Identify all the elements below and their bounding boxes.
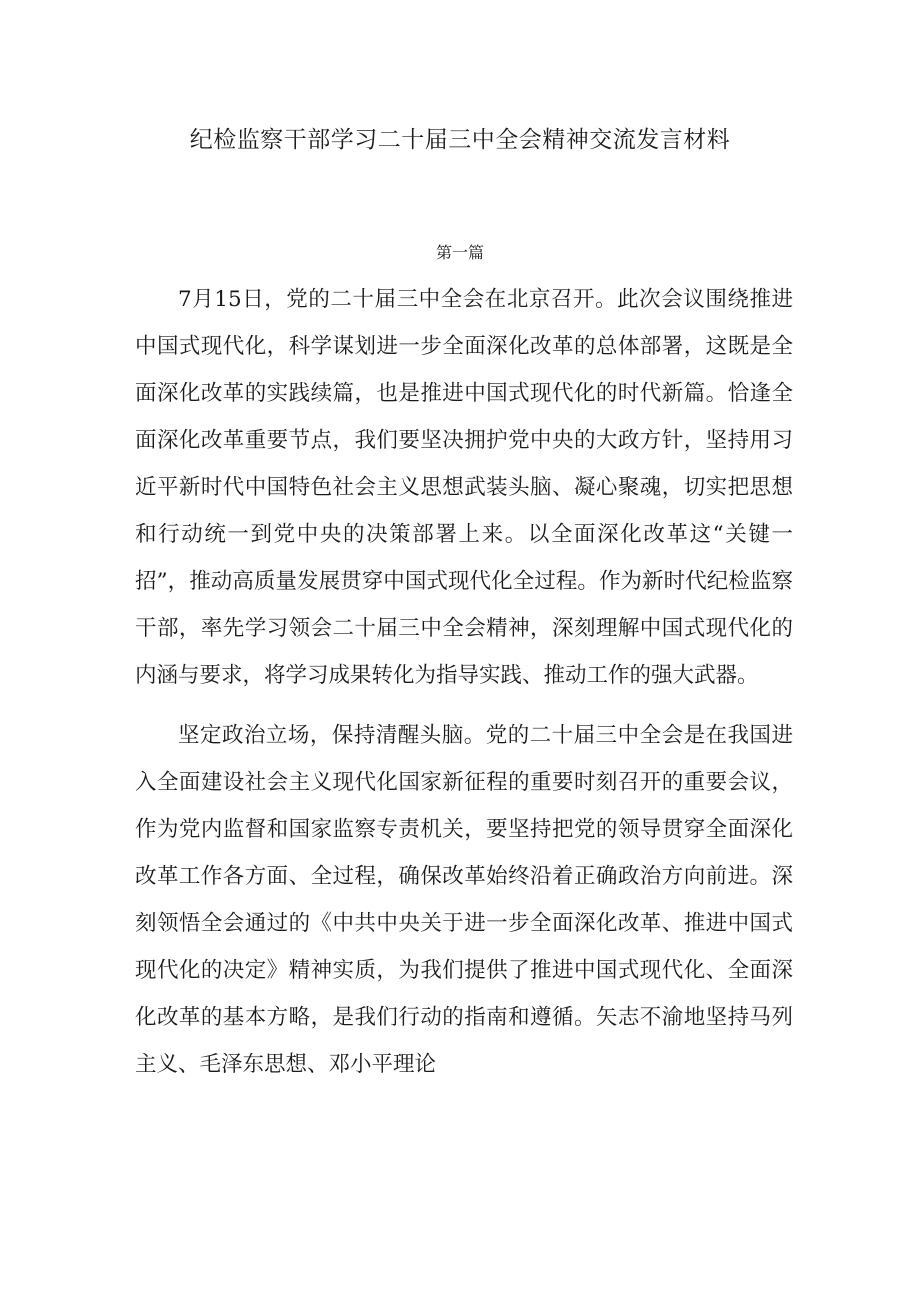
paragraph-2: 坚定政治立场，保持清醒头脑。党的二十届三中全会是在我国进入全面建设社会主义现代化国家新征程的重要时刻召开的重要会议，作为党内监督和国家监察专责机关，要坚持把党的领导贯穿全面深化改革工作各方面、全过程，确保改革始终沿着正确政治方向前进。深刻领悟全会通过的《中共中央关于进一步全面深化改革、推进中国式现代化的决定》精神实质，为我们提供了推进中国式现代化、全面深化改革的基本方略，是我们行动的指南和遵循。矢志不渝地坚持马列主义、毛泽东思想、邓小平理论 [135,723,793,1077]
paragraph-1: 7月15日，党的二十届三中全会在北京召开。此次会议围绕推进中国式现代化，科学谋划进一步全面深化改革的总体部署，这既是全面深化改革的实践续篇，也是推进中国式现代化的时代新篇。恰逢全面深化改革重要节点，我们要坚决拥护党中央的大政方针，坚持用习近平新时代中国特色社会主义思想武装头脑、凝心聚魂，切实把思想和行动统一到党中央的决策部署上来。以全面深化改革这“关键一招”，推动高质量发展贯穿中国式现代化全过程。作为新时代纪检监察干部，率先学习领会二十届三中全会精神，深刻理解中国式现代化的内涵与要求，将学习成果转化为指导实践、推动工作的强大武器。 [135,287,793,688]
document-body [135,276,793,1088]
section-heading: 第一篇 [435,243,484,262]
document-title: 纪检监察干部学习二十届三中全会精神交流发言材料 [189,127,731,153]
